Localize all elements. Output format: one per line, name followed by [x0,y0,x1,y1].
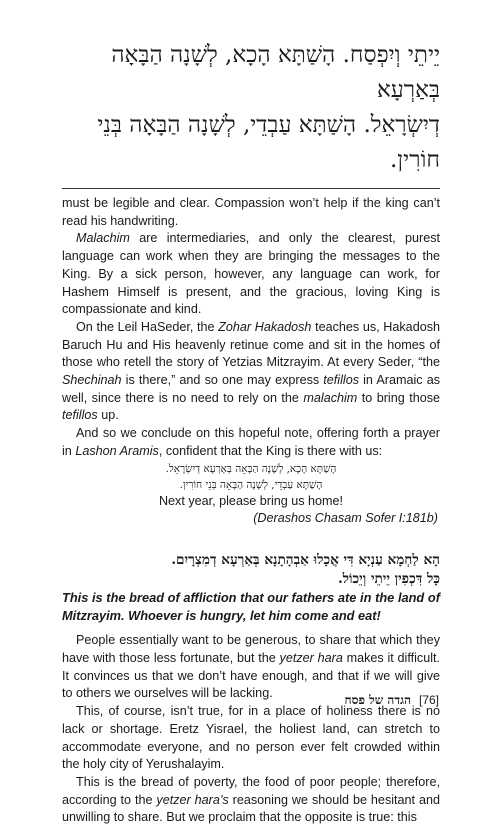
italic-term: Malachim [76,231,130,246]
text-run: are intermediaries, and only the clearest, purest language can work when they are bringing the messages to the King. By a sick person, however, any language can work, for Hashem Himself is present, and the gracious, loving King is compassionate and kind. [62,231,440,317]
hebrew-heading-line: דְיִשְׂרָאֵל. הָשַׁתָּא עַבְדֵי, לְשָׁנָה הַבָּאָה בְּנֵי חוֹרִין. [97,112,440,173]
text-run: to bring those [357,390,441,405]
paragraph: This, of course, isn’t true, for in a place of holiness there is no lack or shortage. Eretz Yisrael, the holiest land, can stretch to accommodate everyone, and no person ever felt crowded within the holy city of Yerushalayim. [62,704,440,772]
text-run: On the Leil HaSeder, the [76,319,219,334]
hebrew-heading-line: יֵיתֵי וְיִפְסַח. הָשַׁתָּא הָכָא, לְשָׁנָה הַבָּאָה בְּאַרְעָא [111,42,440,103]
text-run: in Aramaic as well, since there is no need to rely on the [62,373,440,405]
italic-term: Zohar Hakadosh [218,319,312,334]
italic-term: tefillos [323,373,359,388]
quote-source: (Derashos Chasam Sofer I:181b) [253,511,438,526]
section-hebrew-line: כָּל דִּכְפִין יֵיתֵי וְיֵכוֹל. [337,570,440,587]
text-run: And so we conclude on this hopeful note, offering forth a prayer in [62,426,440,458]
quote-english: Next year, please bring us home! [158,493,344,508]
block-quote [62,461,440,528]
quote-hebrew-line: הָשַׁתָּא עַבְדֵי, לְשָׁנָה הַבָּאָה בְּנֵי חוֹרִין. [179,478,323,491]
text-run: makes it difficult. It convinces us that we don’t have enough, and that if we will give to others we ourselves will be lacking. [62,651,441,701]
italic-term: Lashon Aramis [75,443,159,458]
heading-divider [62,188,440,189]
paragraph [62,230,440,319]
text-run: reasoning we should be hesitant and unwilling to share. But we proclaim that the opposite is true: this [62,792,440,825]
text-run: up. [97,408,119,423]
hebrew-heading [62,38,440,178]
italic-term: tefillos [62,408,98,423]
text-run: , confident that the King is there with us: [158,443,383,458]
italic-term: malachim [303,390,358,405]
paragraph: must be legible and clear. Compassion won’t help if the king can’t read his handwriting. [62,196,440,228]
italic-term: Shechinah [62,373,122,388]
text-run: This is the bread of poverty, the food of poor people; therefore, according to the [62,774,440,807]
page-number: [76] [418,693,439,707]
italic-term: yetzer hara’s [156,792,229,807]
text-run: teaches us, Hakadosh Baruch Hu and His heavenly retinue come and sit in the homes of those who retell the story of Yetzias Mitzrayim. At every Seder, “the [62,319,440,370]
text-run: is there,” and so one may express [121,373,324,388]
text-run: People essentially want to be generous, to share that which they have with those less fortunate, but the [62,633,440,666]
italic-term: yetzer hara [279,651,343,666]
quote-hebrew-line: הָשַׁתָּא הָכָא, לְשָׁנָה הַבָּאָה בְּאַרְעָא דְיִשְׂרָאֵל. [165,462,337,475]
paragraph [62,774,440,827]
paragraph [62,425,440,460]
running-title: הגדה של פסח [344,693,411,707]
page-footer [345,693,439,708]
paragraph [62,319,440,425]
section-hebrew-line: הָא לַחְמָא עַנְיָא דִּי אֲכָלוּ אַבְהָתָנָא בְּאַרְעָא דְמִצְרָיִם. [171,551,440,568]
section-english-heading: This is the bread of affliction that our fathers ate in the land of Mitzrayim. Whoever is hungry, let him come and eat! [62,589,440,623]
section-hebrew-heading [62,551,440,589]
